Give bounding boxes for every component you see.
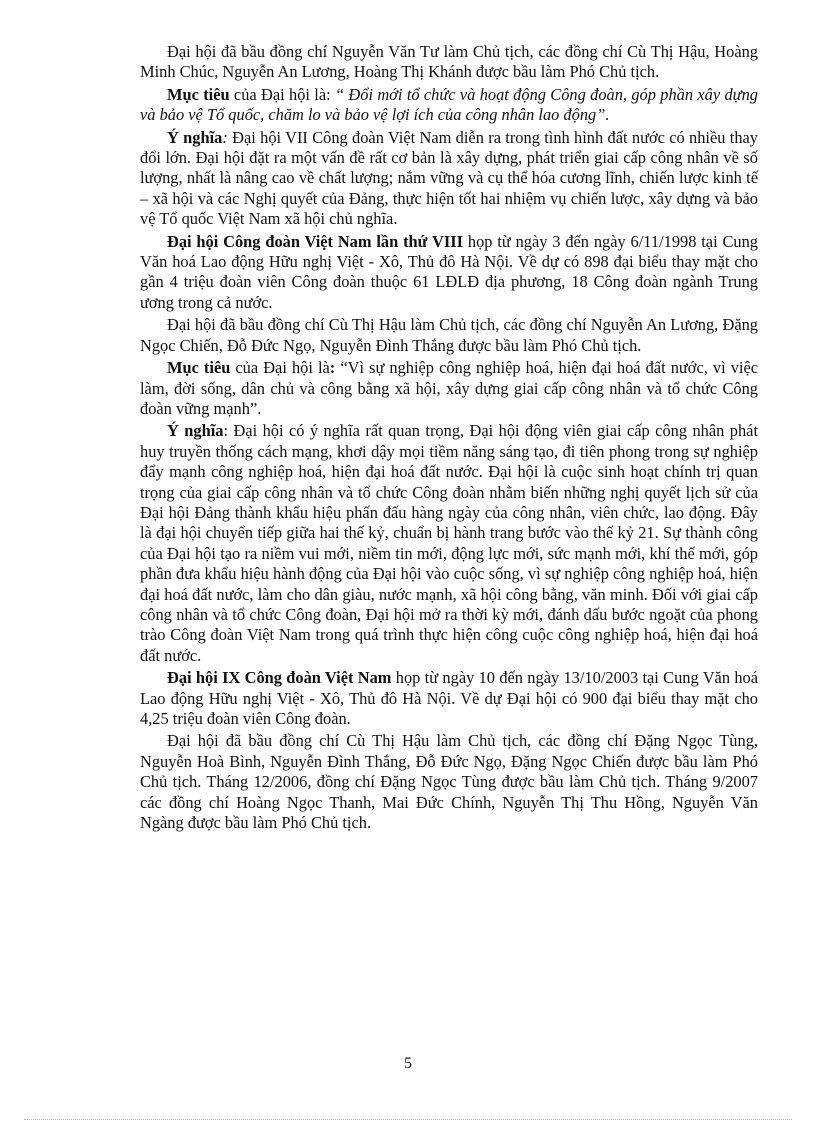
label-y-nghia: Ý nghĩa <box>167 127 223 147</box>
label-y-nghia: Ý nghĩa <box>167 421 224 441</box>
text-run: họp từ ngày 3 đến ngày 6/11/1998 tại Cung Văn hoá Lao động Hữu nghị Việt - Xô, Thủ đô Hà Nội. Về dự có 898 đại biểu thay mặt cho gần 4 triệu đoàn viên Công đoàn thuộc 61 LĐLĐ địa phương, 18 Công đoàn ngành Trung ương trong cả nước. <box>140 231 758 312</box>
paragraph-viii-leadership <box>140 315 758 356</box>
page-bottom-divider <box>24 1119 792 1120</box>
objective-quote: “Vì sự nghiệp công nghiệp hoá, hiện đại hoá đất nước, vì việc làm, đời sống, dân chủ và công bằng xã hội, xây dựng giai cấp công nhân và tổ chức Công đoàn vững mạnh”. <box>140 358 758 418</box>
paragraph-vii-significance <box>140 128 758 230</box>
text-run: của Đại hội là: <box>229 84 335 104</box>
heading-congress-viii: Đại hội Công đoàn Việt Nam lần thứ VIII <box>167 231 464 251</box>
text-run: của Đại hội là <box>230 358 330 378</box>
paragraph-ix-congress <box>140 668 758 729</box>
label-muc-tieu: Mục tiêu <box>167 84 230 104</box>
text-run: Đại hội đã bầu đồng chí Cù Thị Hậu làm Chủ tịch, các đồng chí Đặng Ngọc Tùng, Nguyễn Hoà Bình, Nguyễn Đình Thắng, Đỗ Đức Ngọ, Đặng Ngọc Chiến được bầu làm Phó Chủ tịch. Tháng 12/2006, đồng chí Đặng Ngọc Tùng được bầu làm Chủ tịch. Tháng 9/2007 các đồng chí Hoàng Ngọc Thanh, Mai Đức Chính, Nguyễn Thị Thu Hồng, Nguyễn Văn Ngàng được bầu làm Phó Chủ tịch. <box>140 731 758 833</box>
text-run: : Đại hội có ý nghĩa rất quan trọng, Đại hội động viên giai cấp công nhân phát huy truyền thống cách mạng, khơi dậy mọi tiềm năng sáng tạo, đi tiên phong trong sự nghiệp đẩy mạnh công nghiệp hoá, hiện đại hoá đất nước. Đại hội là cuộc sinh hoạt chính trị quan trọng của giai cấp công nhân và tổ chức Công đoàn nhằm biến những nghị quyết lịch sử của Đại hội Đảng thành khẩu hiệu phấn đấu hàng ngày của công nhân, viên chức, lao động. Đây là đại hội chuyển tiếp giữa hai thế kỷ, chuẩn bị hành trang bước vào thế kỷ 21. Sự thành công của Đại hội tạo ra niềm vui mới, niềm tin mới, động lực mới, sức mạnh mới, khí thế mới, góp phần đưa khẩu hiệu hành động của Đại hội vào cuộc sống, vì sự nghiệp công nghiệp hoá, hiện đại hoá đất nước, làm cho dân giàu, nước mạnh, xã hội công bằng, văn minh. Đối với giai cấp công nhân và tổ chức Công đoàn, Đại hội mở ra thời kỳ mới, đánh dấu bước ngoặt của phong trào Công đoàn Việt Nam trong quá trình thực hiện công cuộc công nghiệp hoá, hiện đại hoá đất nước. <box>140 421 758 665</box>
paragraph-vii-leadership <box>140 42 758 83</box>
paragraph-ix-leadership <box>140 731 758 833</box>
paragraph-viii-objective <box>140 358 758 419</box>
paragraph-viii-congress <box>140 232 758 314</box>
page-number: 5 <box>404 1055 412 1072</box>
text-run: Đại hội đã bầu đồng chí Nguyễn Văn Tư làm Chủ tịch, các đồng chí Cù Thị Hậu, Hoàng Minh Chúc, Nguyễn An Lương, Hoàng Thị Khánh được bầu làm Phó Chủ tịch. <box>140 42 758 82</box>
text-run: : <box>222 127 233 147</box>
paragraph-viii-significance <box>140 421 758 666</box>
objective-quote: “ Đổi mới tổ chức và hoạt động Công đoàn, góp phần xây dựng và bảo vệ Tổ quốc, chăm lo và bảo vệ lợi ích của công nhân lao động”. <box>140 84 758 125</box>
label-muc-tieu: Mục tiêu <box>167 358 231 378</box>
text-run: Đại hội VII Công đoàn Việt Nam diễn ra trong tình hình đất nước có nhiều thay đổi lớn. Đại hội đặt ra một vấn đề rất cơ bản là xây dựng, phát triển giai cấp công nhân về số lượng, nhất là nâng cao về chất lượng; nắm vững và cụ thể hóa cương lĩnh, chiến lược kinh tế – xã hội và các Nghị quyết của Đảng, thực hiện tốt hai nhiệm vụ chiến lược, xây dựng và bảo vệ Tổ quốc Việt Nam xã hội chủ nghĩa. <box>140 127 758 229</box>
text-run: : <box>329 358 336 378</box>
text-run: Đại hội đã bầu đồng chí Cù Thị Hậu làm Chủ tịch, các đồng chí Nguyễn An Lương, Đặng Ngọc Chiến, Đỗ Đức Ngọ, Nguyễn Đình Thắng được bầu làm Phó Chủ tịch. <box>140 315 758 355</box>
body-text <box>140 42 758 835</box>
paragraph-vii-objective <box>140 85 758 126</box>
heading-congress-ix: Đại hội IX Công đoàn Việt Nam <box>167 668 392 688</box>
text-run: họp từ ngày 10 đến ngày 13/10/2003 tại Cung Văn hoá Lao động Hữu nghị Việt - Xô, Thủ đô Hà Nội. Về dự Đại hội có 900 đại biểu thay mặt cho 4,25 triệu đoàn viên Công đoàn. <box>140 668 759 728</box>
